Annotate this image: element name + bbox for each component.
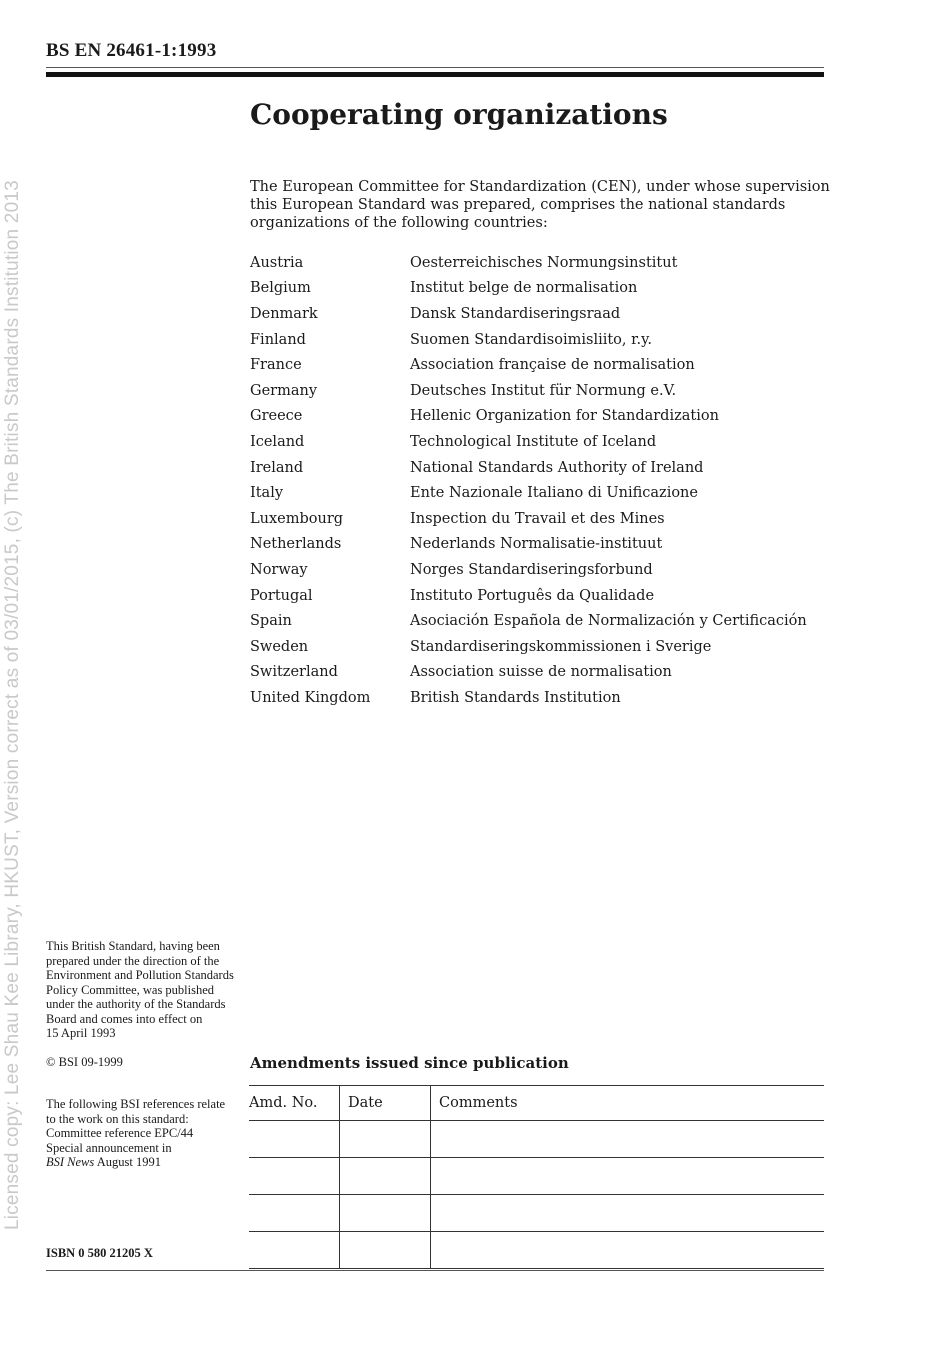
table-cell — [249, 1232, 340, 1269]
license-watermark: Licensed copy: Lee Shau Kee Library, HKUST, Version correct as of 03/01/2015, (c) The British Standards Institution 2013 — [2, 180, 23, 1230]
member-country: Switzerland — [250, 664, 338, 681]
table-cell — [249, 1195, 340, 1232]
member-organization: Inspection du Travail et des Mines — [410, 510, 665, 527]
member-row — [250, 608, 807, 634]
member-country: United Kingdom — [250, 689, 371, 706]
member-row — [250, 532, 807, 558]
table-cell — [431, 1158, 825, 1195]
member-row — [250, 301, 807, 327]
member-organization: Association suisse de normalisation — [410, 664, 672, 681]
table-cell — [249, 1121, 340, 1158]
member-organization: Instituto Português da Qualidade — [410, 587, 655, 604]
member-organization: Ente Nazionale Italiano di Unificazione — [410, 485, 698, 502]
member-organization: Norges Standardiseringsforbund — [410, 561, 653, 578]
member-country: Sweden — [250, 638, 309, 655]
amendments-heading: Amendments issued since publication — [250, 1054, 569, 1072]
member-organization: Nederlands Normalisatie-instituut — [410, 536, 663, 553]
member-country: Finland — [250, 331, 306, 348]
announcement-line-2 — [46, 1155, 236, 1170]
table-cell — [340, 1158, 431, 1195]
publication-sidebar — [46, 939, 236, 1170]
table-cell — [249, 1158, 340, 1195]
publication-note: This British Standard, having been prepared under the direction of the Environment and Pollution Standards Policy Committee, was published under the authority of the Standards Board and comes into effect on — [46, 939, 234, 1026]
references-intro: The following BSI references relate to the work on this standard: — [46, 1097, 226, 1126]
member-row — [250, 583, 807, 609]
member-country: Spain — [250, 613, 292, 630]
column-header-amd-no: Amd. No. — [249, 1086, 340, 1121]
member-organization: Suomen Standardisoimisliito, r.y. — [410, 331, 652, 348]
member-organization: Deutsches Institut für Normung e.V. — [410, 382, 677, 399]
member-country: Portugal — [250, 587, 313, 604]
table-cell — [340, 1232, 431, 1269]
footer-rule — [46, 1270, 824, 1271]
isbn: ISBN 0 580 21205 X — [46, 1246, 153, 1260]
table-row — [249, 1232, 824, 1269]
column-header-date: Date — [340, 1086, 431, 1121]
member-organization: Dansk Standardiseringsraad — [410, 305, 621, 322]
member-country: Norway — [250, 561, 308, 578]
member-organization: Standardiseringskommissionen i Sverige — [410, 638, 712, 655]
member-row — [250, 685, 807, 711]
amendments-table — [249, 1085, 824, 1269]
member-country: Netherlands — [250, 536, 342, 553]
member-country: Ireland — [250, 459, 304, 476]
page-title: Cooperating organizations — [250, 98, 668, 131]
table-row — [249, 1195, 824, 1232]
member-organization: Asociación Española de Normalización y Certificación — [410, 613, 807, 630]
member-row — [250, 352, 807, 378]
announcement-line-1: Special announcement in — [46, 1140, 172, 1155]
member-row — [250, 634, 807, 660]
table-cell — [340, 1121, 431, 1158]
table-cell — [340, 1195, 431, 1232]
member-organization: Hellenic Organization for Standardization — [410, 408, 719, 425]
header-rule-thick — [46, 72, 824, 77]
member-organization: British Standards Institution — [410, 689, 621, 706]
announcement-date: August 1991 — [96, 1155, 161, 1169]
member-row — [250, 276, 807, 302]
member-country: Austria — [250, 254, 304, 271]
table-row — [249, 1158, 824, 1195]
member-country: France — [250, 357, 302, 374]
announcement-publication: BSI News — [46, 1155, 95, 1169]
member-row — [250, 429, 807, 455]
member-organization: National Standards Authority of Ireland — [410, 459, 704, 476]
member-country: Italy — [250, 485, 284, 502]
member-row — [250, 506, 807, 532]
member-organization: Association française de normalisation — [410, 357, 695, 374]
member-row — [250, 327, 807, 353]
member-country: Belgium — [250, 280, 311, 297]
member-country: Germany — [250, 382, 318, 399]
member-organization: Institut belge de normalisation — [410, 280, 638, 297]
effective-date: 15 April 1993 — [46, 1026, 116, 1040]
copyright-notice: © BSI 09-1999 — [46, 1054, 123, 1069]
table-cell — [431, 1232, 825, 1269]
member-row — [250, 404, 807, 430]
member-country: Denmark — [250, 305, 318, 322]
standard-code: BS EN 26461-1:1993 — [46, 40, 217, 61]
member-organization: Oesterreichisches Normungsinstitut — [410, 254, 678, 271]
member-organization: Technological Institute of Iceland — [410, 433, 657, 450]
header-rule-thin — [46, 67, 824, 68]
member-row — [250, 557, 807, 583]
member-row — [250, 250, 807, 276]
table-cell — [431, 1195, 825, 1232]
member-country: Greece — [250, 408, 303, 425]
table-cell — [431, 1121, 825, 1158]
table-header-row — [249, 1086, 824, 1121]
member-row — [250, 480, 807, 506]
column-header-comments: Comments — [431, 1086, 825, 1121]
member-row — [250, 660, 807, 686]
member-organizations-list — [250, 250, 807, 711]
member-country: Luxembourg — [250, 510, 344, 527]
table-row — [249, 1121, 824, 1158]
member-row — [250, 378, 807, 404]
member-row — [250, 455, 807, 481]
member-country: Iceland — [250, 433, 305, 450]
intro-paragraph: The European Committee for Standardization (CEN), under whose supervision this European Standard was prepared, comprises the national standards organizations of the following countries: — [250, 179, 830, 231]
committee-reference: Committee reference EPC/44 — [46, 1126, 194, 1140]
